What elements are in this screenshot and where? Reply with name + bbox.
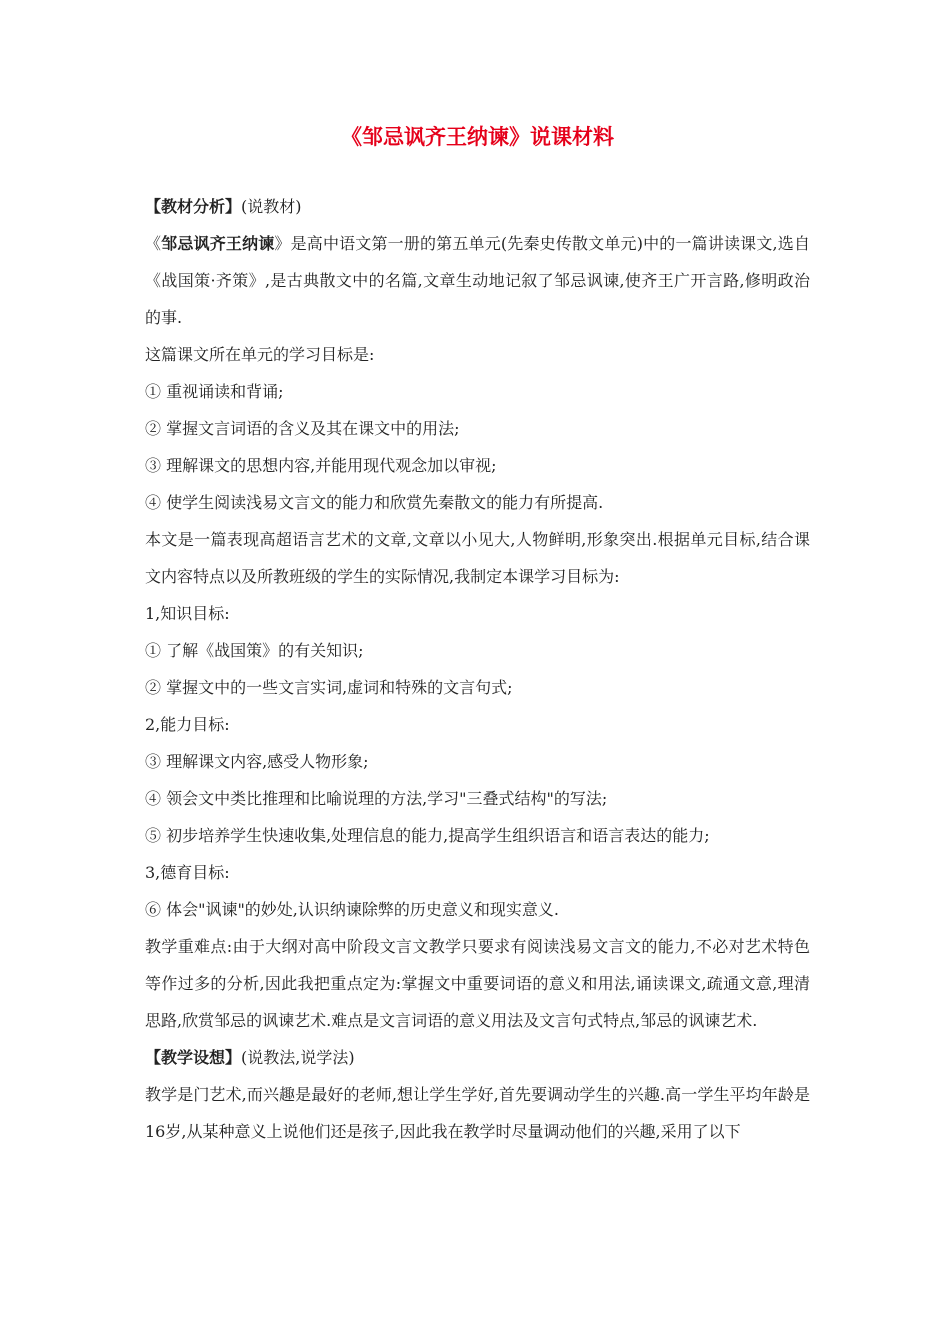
section-heading-bracket: 【教学设想】 <box>145 1048 242 1067</box>
course-goals-intro: 本文是一篇表现高超语言艺术的文章,文章以小见大,人物鲜明,形象突出.根据单元目标,结合课文内容特点以及所教班级的学生的实际情况,我制定本课学习目标为: <box>145 530 810 586</box>
moral-goals-heading: 3,德育目标: <box>145 863 230 882</box>
intro-bold-title: 邹忌讽齐王纳谏 <box>161 234 275 253</box>
document-title: 《邹忌讽齐王纳谏》说课材料 <box>341 124 614 149</box>
section-heading-teaching-idea <box>145 1039 810 1076</box>
ability-goal-item: ③ 理解课文内容,感受人物形象; <box>145 752 369 771</box>
ability-goals-heading: 2,能力目标: <box>145 715 230 734</box>
section-heading-note: (说教材) <box>241 197 302 216</box>
knowledge-goals-heading: 1,知识目标: <box>145 604 230 623</box>
unit-goals-heading: 这篇课文所在单元的学习目标是: <box>145 345 375 364</box>
knowledge-goal-item: ② 掌握文中的一些文言实词,虚词和特殊的文言句式; <box>145 678 513 697</box>
unit-goal-item: ① 重视诵读和背诵; <box>145 382 284 401</box>
unit-goal-item: ③ 理解课文的思想内容,并能用现代观念加以审视; <box>145 456 497 475</box>
moral-goal-item: ⑥ 体会"讽谏"的妙处,认识纳谏除弊的历史意义和现实意义. <box>145 900 559 919</box>
section-heading-note: (说教法,说学法) <box>241 1048 355 1067</box>
unit-goal-item: ② 掌握文言词语的含义及其在课文中的用法; <box>145 419 460 438</box>
unit-goal-item: ④ 使学生阅读浅易文言文的能力和欣赏先秦散文的能力有所提高. <box>145 493 604 512</box>
intro-paragraph <box>145 225 810 336</box>
section-heading-bracket: 【教材分析】 <box>145 197 242 216</box>
teaching-idea-paragraph: 教学是门艺术,而兴趣是最好的老师,想让学生学好,首先要调动学生的兴趣.高一学生平均年龄是16岁,从某种意义上说他们还是孩子,因此我在教学时尽量调动他们的兴趣,采用了以下 <box>145 1085 810 1141</box>
ability-goal-item: ④ 领会文中类比推理和比喻说理的方法,学习"三叠式结构"的写法; <box>145 789 608 808</box>
key-points-paragraph: 教学重难点:由于大纲对高中阶段文言文教学只要求有阅读浅易文言文的能力,不必对艺术特色等作过多的分析,因此我把重点定为:掌握文中重要词语的意义和用法,诵读课文,疏通文意,理清思路,欣赏邹忌的讽谏艺术.难点是文言词语的意义用法及文言句式特点,邹忌的讽谏艺术. <box>145 937 810 1030</box>
intro-lead: 《 <box>145 234 162 253</box>
ability-goal-item: ⑤ 初步培养学生快速收集,处理信息的能力,提高学生组织语言和语言表达的能力; <box>145 826 710 845</box>
knowledge-goal-item: ① 了解《战国策》的有关知识; <box>145 641 364 660</box>
document-body <box>145 188 810 1150</box>
section-heading-textbook-analysis <box>145 188 810 225</box>
intro-rest: 》是高中语文第一册的第五单元(先秦史传散文单元)中的一篇讲读课文,选自《战国策·齐策》,是古典散文中的名篇,文章生动地记叙了邹忌讽谏,使齐王广开言路,修明政治的事. <box>145 234 810 327</box>
